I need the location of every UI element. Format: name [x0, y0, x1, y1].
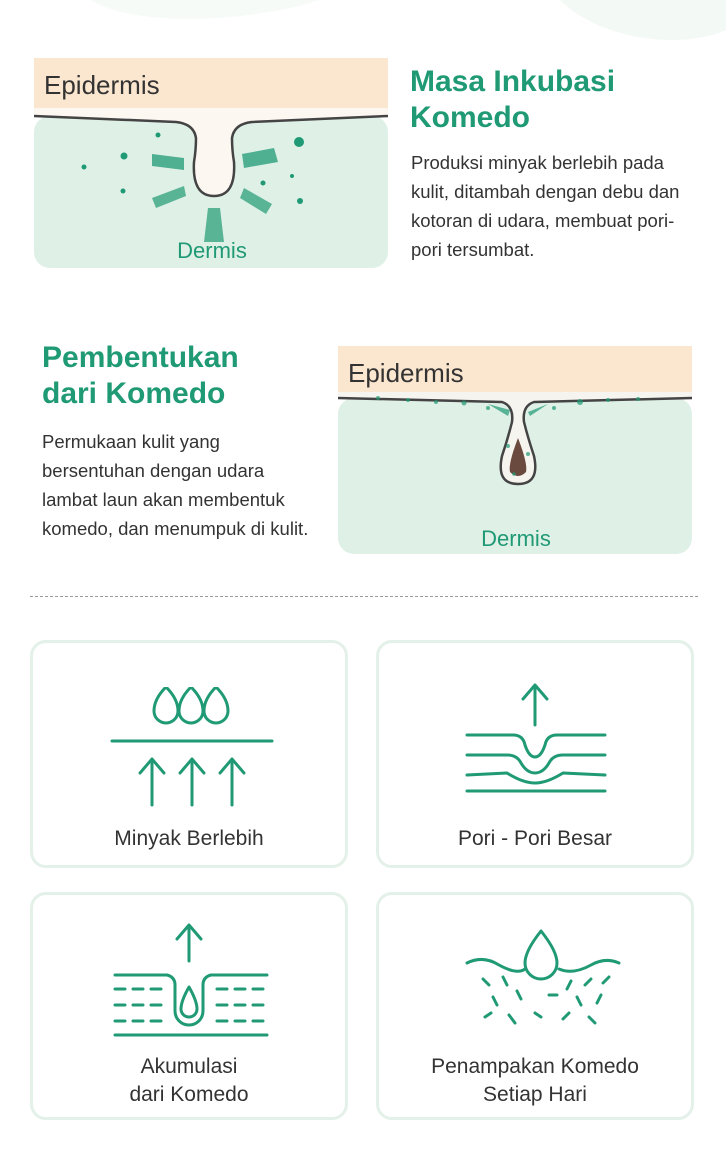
epidermis-label: Epidermis [348, 358, 464, 388]
enlarged-pore-icon [463, 683, 613, 803]
card-large-pores [376, 640, 694, 868]
section2-title-line1: Pembentukan [42, 341, 239, 374]
card-comedo-accumulation [30, 892, 348, 1120]
card-label-line1: Akumulasi [140, 1055, 238, 1078]
section1-title-line1: Masa Inkubasi [410, 65, 616, 98]
section-divider [30, 596, 698, 597]
dermis-label: Dermis [177, 238, 247, 263]
oil-drops-icon [108, 687, 278, 817]
card-label-line2: Setiap Hari [483, 1083, 587, 1106]
section2-title-line2: dari Komedo [42, 377, 226, 410]
section1-title-line2: Komedo [410, 101, 530, 134]
card-label: Minyak Berlebih [114, 827, 264, 850]
section2-body: Permukaan kulit yang bersentuhan dengan udara lambat laun akan membentuk komedo, dan menumpuk di kulit. [42, 431, 309, 539]
card-excess-oil [30, 640, 348, 868]
section1-body: Produksi minyak berlebih pada kulit, ditambah dengan debu dan kotoran di udara, membuat pori-pori tersumbat. [411, 152, 680, 260]
skin-diagram-formation [338, 346, 694, 556]
card-label-line1: Penampakan Komedo [431, 1055, 639, 1078]
skin-diagram-incubation [34, 58, 390, 270]
epidermis-label: Epidermis [44, 70, 160, 100]
section2-title [42, 340, 239, 412]
dermis-label: Dermis [481, 526, 551, 551]
comedo-accumulation-icon [111, 921, 271, 1041]
card-label-line2: dari Komedo [129, 1083, 249, 1106]
section1-title [410, 64, 615, 136]
card-daily-comedo [376, 892, 694, 1120]
card-label: Pori - Pori Besar [457, 827, 613, 850]
daily-comedo-icon [463, 929, 623, 1039]
